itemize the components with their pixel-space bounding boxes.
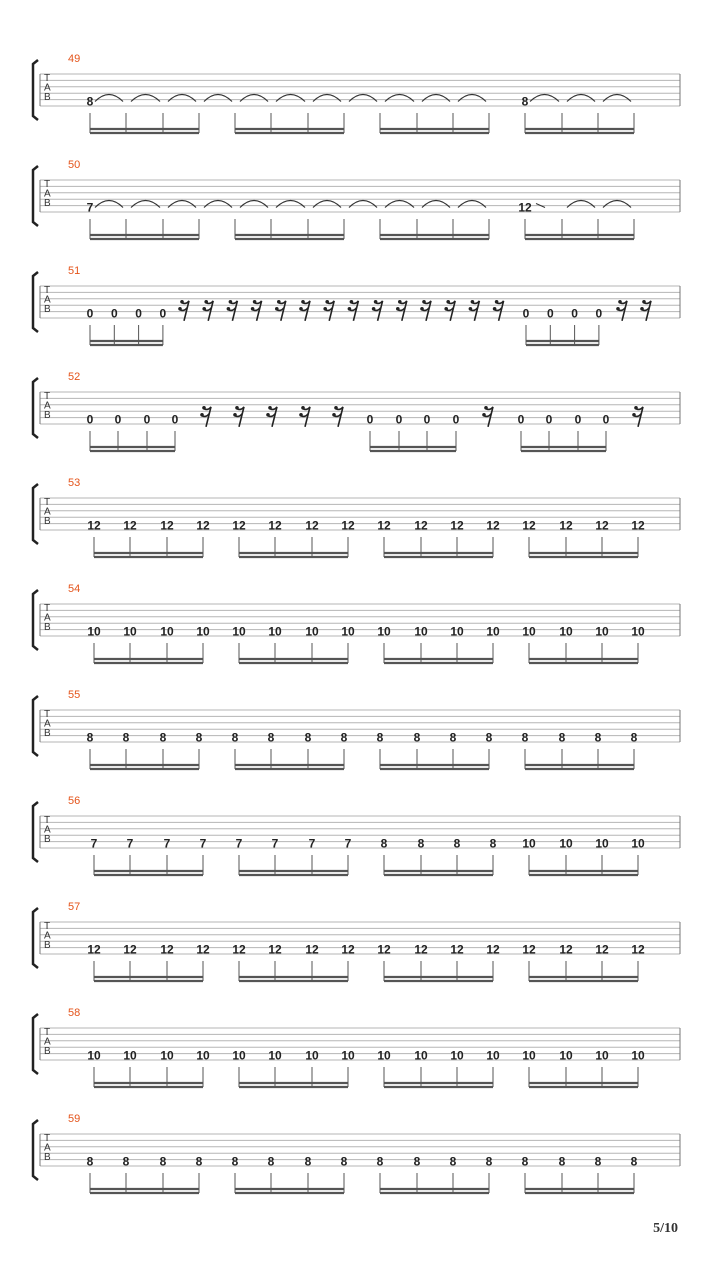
tab-system: [33, 901, 680, 981]
fret-number: 12: [414, 518, 428, 533]
page-number: 5/10: [653, 1221, 678, 1236]
fret-number: 8: [231, 1154, 239, 1169]
tie-arc: [204, 95, 232, 102]
tie-arc: [603, 201, 631, 208]
tie-arc: [567, 95, 595, 102]
tie-arc: [349, 95, 377, 102]
fret-number: 10: [341, 624, 355, 639]
tie-arc: [131, 201, 160, 208]
rest-dot: [202, 307, 206, 311]
tie-arc: [276, 201, 305, 208]
fret-number: 8: [267, 730, 275, 745]
rest-dot: [299, 307, 303, 311]
fret-number: 12: [595, 942, 609, 957]
fret-number: 0: [423, 412, 431, 427]
fret-number: 12: [522, 942, 536, 957]
fret-number: 12: [196, 518, 210, 533]
tie-arc: [422, 95, 450, 102]
fret-number: 10: [559, 836, 573, 851]
measure-number: 50: [68, 159, 81, 171]
rest-dot: [299, 413, 303, 417]
tab-system: [33, 371, 680, 451]
system-bracket: [33, 272, 38, 332]
tie-arc: [95, 201, 123, 208]
fret-number: 8: [122, 730, 130, 745]
system-bracket: [33, 1120, 38, 1180]
rest-dot: [640, 307, 644, 311]
fret-number: 7: [163, 836, 171, 851]
tie-arc: [349, 201, 377, 208]
fret-number: 8: [630, 730, 638, 745]
fret-number: 12: [341, 942, 355, 957]
fret-number: 10: [341, 1048, 355, 1063]
rest-dot: [348, 307, 352, 311]
fret-number: 8: [630, 1154, 638, 1169]
fret-number: 8: [449, 730, 457, 745]
fret-number: 10: [595, 624, 609, 639]
tab-clef-letter: T: [44, 391, 51, 402]
rest-dot: [632, 413, 636, 417]
tab-clef-letter: B: [44, 1046, 51, 1057]
rest-dot: [482, 413, 486, 417]
fret-number: 7: [86, 200, 94, 215]
measure-number: 58: [68, 1007, 81, 1019]
fret-number: 8: [195, 1154, 203, 1169]
tab-system: [33, 159, 680, 239]
tab-clef-letter: T: [44, 709, 51, 720]
fret-number: 10: [377, 1048, 391, 1063]
fret-number: 0: [86, 412, 94, 427]
rest-dot: [334, 406, 338, 410]
fret-number: 10: [414, 624, 428, 639]
measure-number: 57: [68, 901, 81, 913]
fret-number: 8: [521, 94, 529, 109]
tab-clef-letter: T: [44, 497, 51, 508]
tie-arc: [567, 201, 595, 208]
fret-number: 10: [522, 1048, 536, 1063]
fret-number: 0: [366, 412, 374, 427]
fret-number: 12: [559, 518, 573, 533]
fret-number: 10: [196, 1048, 210, 1063]
tie-arc: [168, 201, 196, 208]
tab-clef-letter: A: [44, 930, 51, 942]
fret-number: 8: [485, 1154, 493, 1169]
tie-arc: [204, 201, 232, 208]
fret-number: 12: [196, 942, 210, 957]
fret-number: 12: [486, 942, 500, 957]
fret-number: 12: [160, 518, 174, 533]
fret-number: 8: [86, 730, 94, 745]
fret-number: 10: [232, 1048, 246, 1063]
fret-number: 12: [595, 518, 609, 533]
system-bracket: [33, 166, 38, 226]
fret-number: 8: [558, 730, 566, 745]
fret-number: 10: [595, 836, 609, 851]
tie-arc: [131, 95, 160, 102]
rest-dot: [204, 300, 208, 304]
fret-number: 8: [86, 94, 94, 109]
fret-number: 12: [377, 942, 391, 957]
rest-dot: [180, 300, 184, 304]
fret-number: 12: [450, 518, 464, 533]
fret-number: 0: [395, 412, 403, 427]
tie-arc: [95, 95, 123, 102]
tab-clef-letter: A: [44, 188, 51, 200]
rest-dot: [396, 307, 400, 311]
tab-clef-letter: B: [44, 834, 51, 845]
tab-clef-letter: T: [44, 73, 51, 84]
tie-arc: [385, 201, 414, 208]
fret-number: 12: [522, 518, 536, 533]
system-bracket: [33, 484, 38, 544]
tab-clef-letter: T: [44, 921, 51, 932]
fret-number: 8: [521, 1154, 529, 1169]
rest-dot: [350, 300, 354, 304]
fret-number: 10: [522, 624, 536, 639]
tab-clef-letter: T: [44, 285, 51, 296]
rest-dot: [642, 300, 646, 304]
fret-number: 0: [546, 306, 554, 321]
tab-clef-letter: T: [44, 1133, 51, 1144]
fret-number: 0: [517, 412, 525, 427]
fret-number: 7: [90, 836, 98, 851]
fret-number: 0: [110, 306, 118, 321]
rest-dot: [268, 406, 272, 410]
rest-dot: [469, 307, 473, 311]
fret-number: 10: [595, 1048, 609, 1063]
fret-number: 10: [123, 624, 137, 639]
fret-number: 0: [574, 412, 582, 427]
fret-number: 0: [545, 412, 553, 427]
fret-number: 8: [159, 730, 167, 745]
fret-number: 8: [159, 1154, 167, 1169]
fret-number: 0: [114, 412, 122, 427]
fret-number: 8: [340, 1154, 348, 1169]
rest-dot: [235, 406, 239, 410]
rest-dot: [301, 300, 305, 304]
fret-number: 10: [631, 1048, 645, 1063]
fret-number: 12: [486, 518, 500, 533]
fret-number: 12: [559, 942, 573, 957]
fret-number: 10: [559, 624, 573, 639]
fret-number: 12: [631, 942, 645, 957]
fret-number: 8: [340, 730, 348, 745]
tab-clef-letter: B: [44, 410, 51, 421]
rest-dot: [277, 300, 281, 304]
fret-number: 12: [160, 942, 174, 957]
fret-number: 12: [123, 942, 137, 957]
fret-number: 10: [268, 1048, 282, 1063]
fret-number: 8: [453, 836, 461, 851]
fret-number: 10: [268, 624, 282, 639]
fret-number: 0: [135, 306, 142, 321]
fret-number: 8: [485, 730, 493, 745]
fret-number: 0: [143, 412, 151, 427]
tie-arc: [458, 201, 486, 208]
fret-number: 10: [123, 1048, 137, 1063]
rest-dot: [372, 307, 376, 311]
fret-number: 8: [380, 836, 388, 851]
tab-system: [33, 795, 680, 875]
tab-clef-letter: B: [44, 728, 51, 739]
tie-arc: [313, 95, 341, 102]
rest-dot: [332, 413, 336, 417]
fret-number: 12: [232, 518, 246, 533]
rest-dot: [374, 300, 378, 304]
rest-dot: [301, 406, 305, 410]
fret-number: 8: [449, 1154, 457, 1169]
rest-dot: [251, 307, 255, 311]
tab-clef-letter: B: [44, 304, 51, 315]
fret-number: 10: [522, 836, 536, 851]
tab-clef-letter: A: [44, 718, 51, 730]
measure-number: 53: [68, 477, 81, 489]
system-bracket: [33, 590, 38, 650]
fret-number: 10: [377, 624, 391, 639]
fret-number: 12: [305, 942, 319, 957]
fret-number: 12: [631, 518, 645, 533]
rest-dot: [398, 300, 402, 304]
tie-arc: [240, 201, 268, 208]
rest-dot: [493, 307, 497, 311]
fret-number: 8: [417, 836, 425, 851]
tab-clef-letter: T: [44, 1027, 51, 1038]
fret-number: 7: [199, 836, 207, 851]
tab-system: [33, 53, 680, 133]
fret-number: 8: [231, 730, 239, 745]
fret-number: 0: [159, 306, 167, 321]
system-bracket: [33, 802, 38, 862]
fret-number: 0: [595, 306, 603, 321]
rest-dot: [618, 300, 622, 304]
fret-number: 10: [486, 1048, 500, 1063]
fret-number: 10: [450, 1048, 464, 1063]
tie-arc: [422, 201, 450, 208]
tab-clef-letter: A: [44, 506, 51, 518]
tie-arc: [240, 95, 268, 102]
tab-clef-letter: T: [44, 815, 51, 826]
rest-dot: [422, 300, 426, 304]
fret-number: 8: [86, 1154, 94, 1169]
fret-number: 8: [376, 1154, 384, 1169]
fret-number: 8: [376, 730, 384, 745]
fret-number: 8: [195, 730, 203, 745]
rest-dot: [266, 413, 270, 417]
tab-clef-letter: B: [44, 198, 51, 209]
fret-number: 10: [486, 624, 500, 639]
rest-dot: [202, 406, 206, 410]
fret-number: 0: [171, 412, 179, 427]
fret-number: 12: [268, 518, 282, 533]
fret-number: 7: [308, 836, 316, 851]
tab-clef-letter: A: [44, 612, 51, 624]
fret-number: 8: [413, 1154, 421, 1169]
tab-clef-letter: A: [44, 82, 51, 94]
fret-number: 10: [305, 1048, 319, 1063]
fret-number: 7: [126, 836, 134, 851]
fret-number: 8: [558, 1154, 566, 1169]
rest-dot: [227, 307, 231, 311]
measure-number: 49: [68, 53, 81, 65]
fret-number: 12: [87, 942, 101, 957]
tab-clef-letter: A: [44, 400, 51, 412]
system-bracket: [33, 1014, 38, 1074]
rest-dot: [484, 406, 488, 410]
fret-number: 10: [160, 1048, 174, 1063]
fret-number: 8: [489, 836, 497, 851]
fret-number: 12: [123, 518, 137, 533]
fret-number: 8: [267, 1154, 275, 1169]
fret-number: 10: [631, 836, 645, 851]
fret-number: 10: [450, 624, 464, 639]
tab-system: [33, 1007, 680, 1087]
rest-dot: [178, 307, 182, 311]
fret-number: 12: [377, 518, 391, 533]
rest-dot: [616, 307, 620, 311]
tie-arc: [603, 95, 631, 102]
fret-number: 10: [631, 624, 645, 639]
rest-dot: [200, 413, 204, 417]
fret-number: 10: [196, 624, 210, 639]
fret-number: 0: [571, 306, 578, 321]
tab-clef-letter: T: [44, 179, 51, 190]
tie-arc: [530, 95, 559, 102]
system-bracket: [33, 60, 38, 120]
tab-clef-letter: T: [44, 603, 51, 614]
fret-number: 0: [452, 412, 460, 427]
rest-dot: [471, 300, 475, 304]
tab-clef-letter: B: [44, 516, 51, 527]
tab-system: [33, 1113, 680, 1193]
system-bracket: [33, 908, 38, 968]
rest-dot: [444, 307, 448, 311]
fret-number: 10: [559, 1048, 573, 1063]
fret-number: 8: [521, 730, 529, 745]
fret-number: 7: [235, 836, 243, 851]
fret-number: 10: [87, 1048, 101, 1063]
fret-number: 8: [594, 730, 602, 745]
tab-system: [33, 583, 680, 663]
fret-number: 0: [522, 306, 530, 321]
fret-number: 12: [232, 942, 246, 957]
tie-arc: [458, 95, 486, 102]
fret-number: 8: [122, 1154, 130, 1169]
fret-number: 12: [414, 942, 428, 957]
fret-number: 7: [271, 836, 279, 851]
fret-number: 10: [87, 624, 101, 639]
fret-number: 12: [450, 942, 464, 957]
tie-arc: [276, 95, 305, 102]
tie-arc: [313, 201, 341, 208]
measure-number: 55: [68, 689, 81, 701]
rest-dot: [325, 300, 329, 304]
rest-dot: [229, 300, 233, 304]
fret-number: 12: [87, 518, 101, 533]
measure-number: 52: [68, 371, 81, 383]
tab-system: [33, 477, 680, 557]
tab-clef-letter: B: [44, 940, 51, 951]
rest-dot: [323, 307, 327, 311]
tie-arc: [168, 95, 196, 102]
fret-number: 12: [305, 518, 319, 533]
measure-number: 54: [68, 583, 81, 595]
rest-dot: [495, 300, 499, 304]
measure-number: 51: [68, 265, 81, 277]
tab-clef-letter: A: [44, 824, 51, 836]
rest-dot: [275, 307, 279, 311]
tab-system: [33, 689, 680, 769]
tab-system: [33, 265, 680, 345]
fret-number: 0: [602, 412, 610, 427]
fret-number: 8: [304, 1154, 312, 1169]
measure-number: 59: [68, 1113, 81, 1125]
fret-number: 8: [594, 1154, 602, 1169]
tab-clef-letter: A: [44, 294, 51, 306]
fret-number: 12: [341, 518, 355, 533]
fret-number: 10: [160, 624, 174, 639]
tie-arc: [385, 95, 414, 102]
fret-number: 7: [344, 836, 352, 851]
rest-dot: [634, 406, 638, 410]
fret-number: 10: [305, 624, 319, 639]
tab-clef-letter: B: [44, 92, 51, 103]
fret-number: 0: [86, 306, 94, 321]
tab-clef-letter: A: [44, 1036, 51, 1048]
rest-dot: [233, 413, 237, 417]
fret-number: 10: [414, 1048, 428, 1063]
system-bracket: [33, 378, 38, 438]
fret-number: 8: [413, 730, 421, 745]
rest-dot: [420, 307, 424, 311]
fret-number: 12: [268, 942, 282, 957]
fret-number: 10: [232, 624, 246, 639]
fret-number: 12: [518, 200, 532, 215]
tab-clef-letter: B: [44, 1152, 51, 1163]
system-bracket: [33, 696, 38, 756]
rest-dot: [446, 300, 450, 304]
tab-clef-letter: B: [44, 622, 51, 633]
measure-number: 56: [68, 795, 81, 807]
rest-dot: [253, 300, 257, 304]
tab-clef-letter: A: [44, 1142, 51, 1154]
fret-number: 8: [304, 730, 312, 745]
